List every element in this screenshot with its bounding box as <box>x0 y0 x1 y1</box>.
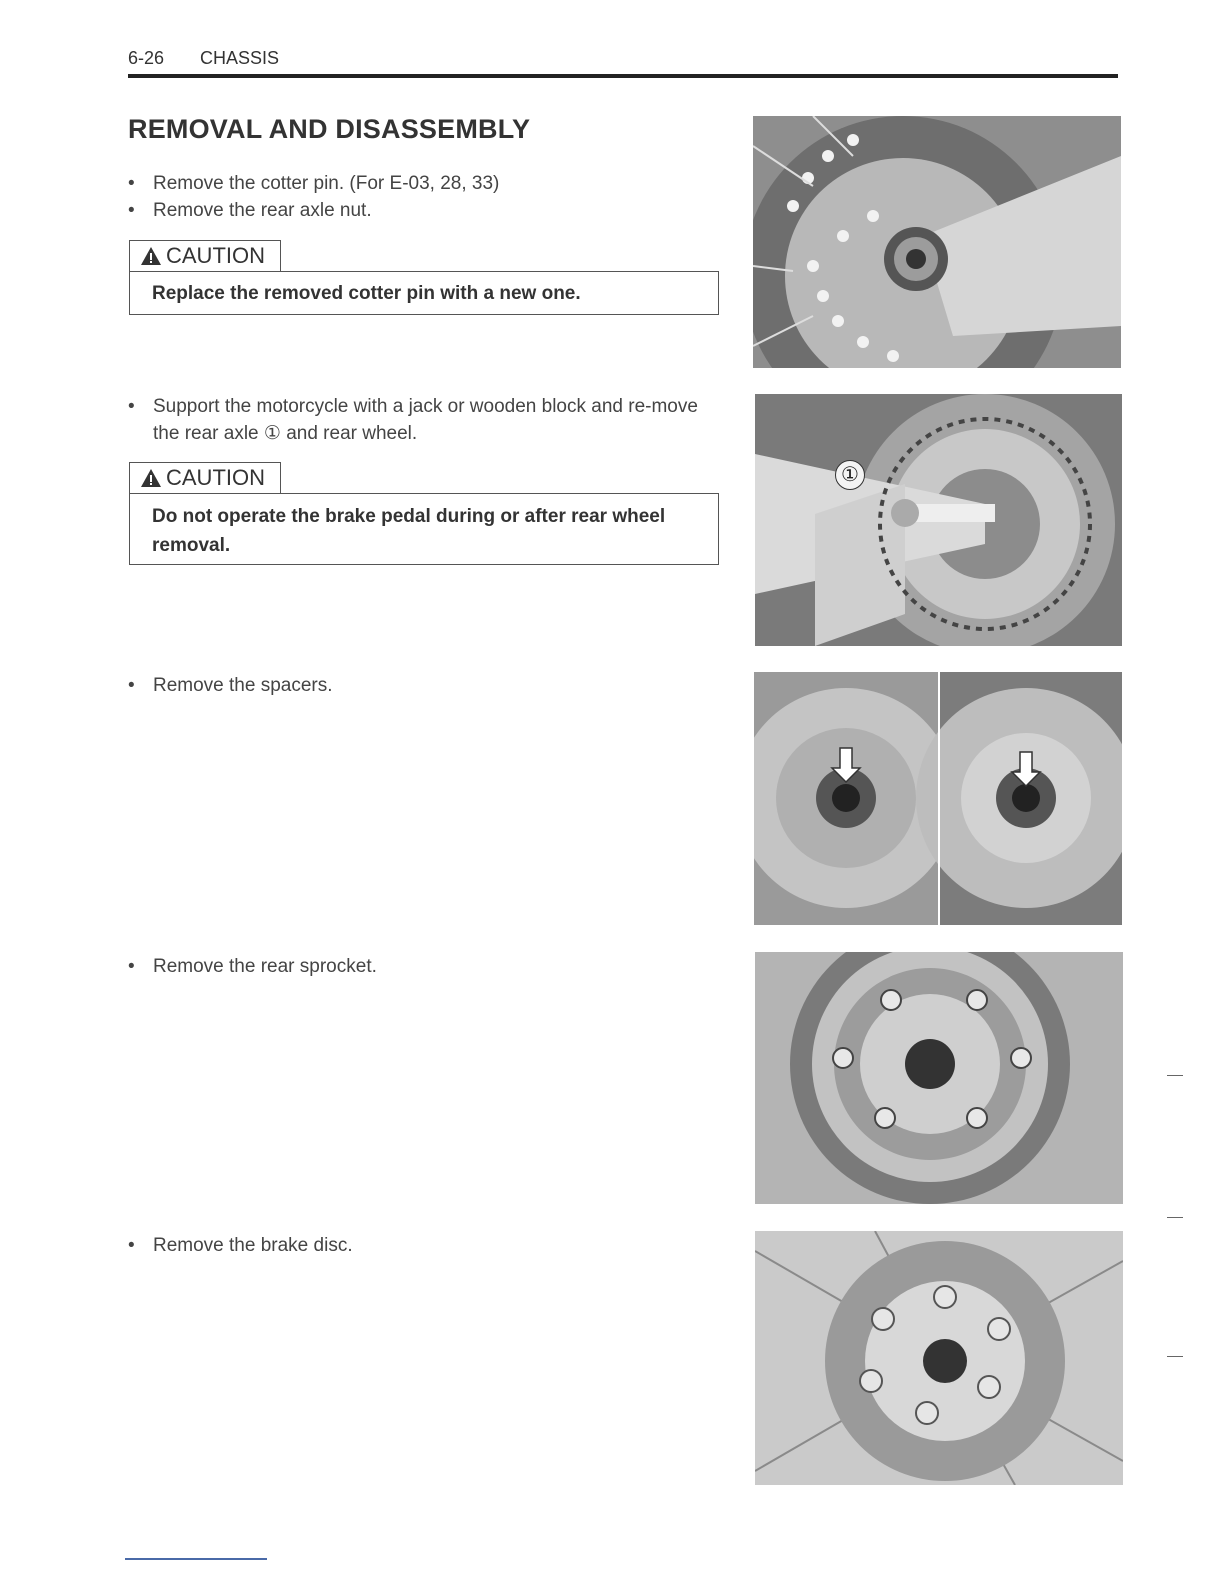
warning-triangle-icon <box>140 246 162 266</box>
margin-mark <box>1167 1075 1183 1076</box>
section-title: CHASSIS <box>200 48 280 68</box>
bullet-icon: • <box>128 396 135 417</box>
photo-rear-axle-nut <box>753 116 1121 368</box>
bullet-icon: • <box>128 200 135 221</box>
caution-label-text: CAUTION <box>166 465 265 490</box>
step-item <box>128 170 718 197</box>
caution-label-text: CAUTION <box>166 243 265 268</box>
caution-box <box>129 493 719 565</box>
page-header <box>128 48 1118 76</box>
page-number: 6-26 <box>128 48 165 68</box>
rear-axle-callout: ① <box>835 460 865 490</box>
caution-label <box>129 462 281 493</box>
caution-box <box>129 271 719 315</box>
header-rule <box>128 74 1118 78</box>
step-item <box>128 953 718 980</box>
bullet-icon: • <box>128 675 135 696</box>
photo-rear-axle-removal <box>755 394 1122 646</box>
step-text: Remove the rear axle nut. <box>153 200 372 221</box>
margin-mark <box>1167 1217 1183 1218</box>
step-text: Remove the spacers. <box>153 675 333 696</box>
step-text: Remove the rear sprocket. <box>153 956 377 977</box>
step-text: Remove the brake disc. <box>153 1235 353 1256</box>
page-title: REMOVAL AND DISASSEMBLY <box>128 114 531 144</box>
bullet-icon: • <box>128 1235 135 1256</box>
caution-text: Do not operate the brake pedal during or after rear wheel removal. <box>152 506 666 556</box>
photo-rear-sprocket <box>755 952 1123 1204</box>
step-item <box>128 672 718 699</box>
step-item <box>128 393 720 447</box>
step-text: Remove the cotter pin. (For E-03, 28, 33) <box>153 173 500 194</box>
photo-spacers <box>754 672 1122 925</box>
footer-rule <box>125 1558 267 1560</box>
photo-brake-disc <box>755 1231 1123 1485</box>
warning-triangle-icon <box>140 468 162 488</box>
bullet-icon: • <box>128 173 135 194</box>
caution-text: Replace the removed cotter pin with a new one. <box>152 283 581 304</box>
step-item <box>128 1232 718 1259</box>
caution-label <box>129 240 281 271</box>
bullet-icon: • <box>128 956 135 977</box>
step-text: Support the motorcycle with a jack or wooden block and re-move the rear axle ① and rear wheel. <box>153 396 698 444</box>
margin-mark <box>1167 1356 1183 1357</box>
step-item <box>128 197 718 224</box>
